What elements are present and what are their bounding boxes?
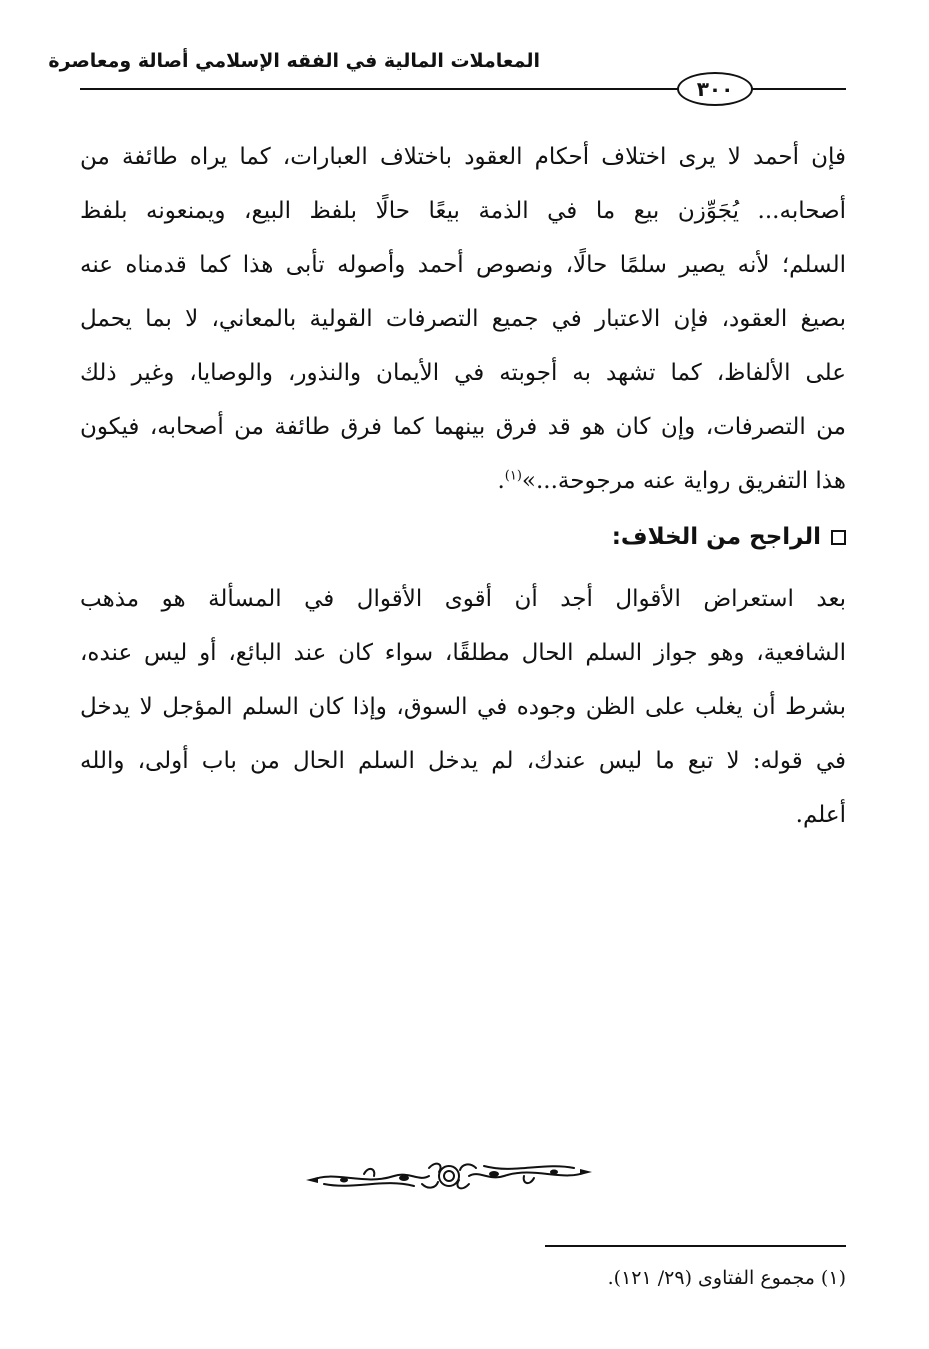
footnote-rule (545, 1245, 846, 1247)
section-heading (80, 510, 846, 564)
footnote-reference[interactable]: (١) (504, 468, 522, 484)
text-line: بعد استعراض الأقوال أجد أن أقوى الأقوال في المسألة هو مذهب (80, 586, 846, 612)
text-line: السلم؛ لأنه يصير سلمًا حالًا، ونصوص أحمد وأصوله تأبى هذا كما قدمناه عنه (80, 252, 846, 278)
page-number: ٣٠٠ (677, 72, 753, 106)
text-line-last (80, 454, 846, 508)
end-punctuation: . (497, 468, 505, 494)
text-line: بصيغ العقود، فإن الاعتبار في جميع التصرفات القولية بالمعاني، لا بما يحمل (80, 306, 846, 332)
text-line: فإن أحمد لا يرى اختلاف أحكام العقود باختلاف العبارات، كما يراه طائفة من (80, 144, 846, 170)
text-line: أصحابه... يُجَوِّزن بيع ما في الذمة بيعًا حالًا بلفظ البيع، ويمنعونه بلفظ (80, 198, 846, 224)
footnote: (١) مجموع الفتاوى (٢٩/ ١٢١). (607, 1267, 846, 1289)
text-line: في قوله: لا تبع ما ليس عندك، لم يدخل السلم الحال من باب أولى، والله (80, 748, 846, 774)
section-heading-label: الراجح من الخلاف: (611, 524, 821, 550)
conclusion-paragraph (80, 572, 846, 842)
quote-paragraph (80, 130, 846, 508)
text-line-last: أعلم. (795, 802, 846, 828)
text-line: على الألفاظ، كما تشهد به أجوبته في الأيمان والنذور، والوصايا، وغير ذلك (80, 360, 846, 386)
text-line: من التصرفات، وإن كان هو قد فرق بينهما كما فرق طائفة من أصحابه، فيكون (80, 414, 846, 440)
text-line: الشافعية، وهو جواز السلم الحال مطلقًا، سواء كان عند البائع، أو ليس عنده، (80, 640, 846, 666)
running-title: المعاملات المالية في الفقه الإسلامي أصالة ومعاصرة (48, 50, 540, 72)
square-bullet-icon (831, 530, 846, 545)
text-line: بشرط أن يغلب على الظن وجوده في السوق، وإذا كان السلم المؤجل لا يدخل (80, 694, 846, 720)
text-line-content: هذا التفريق رواية عنه مرجوحة...» (521, 468, 846, 494)
floral-divider-icon (304, 1156, 594, 1196)
